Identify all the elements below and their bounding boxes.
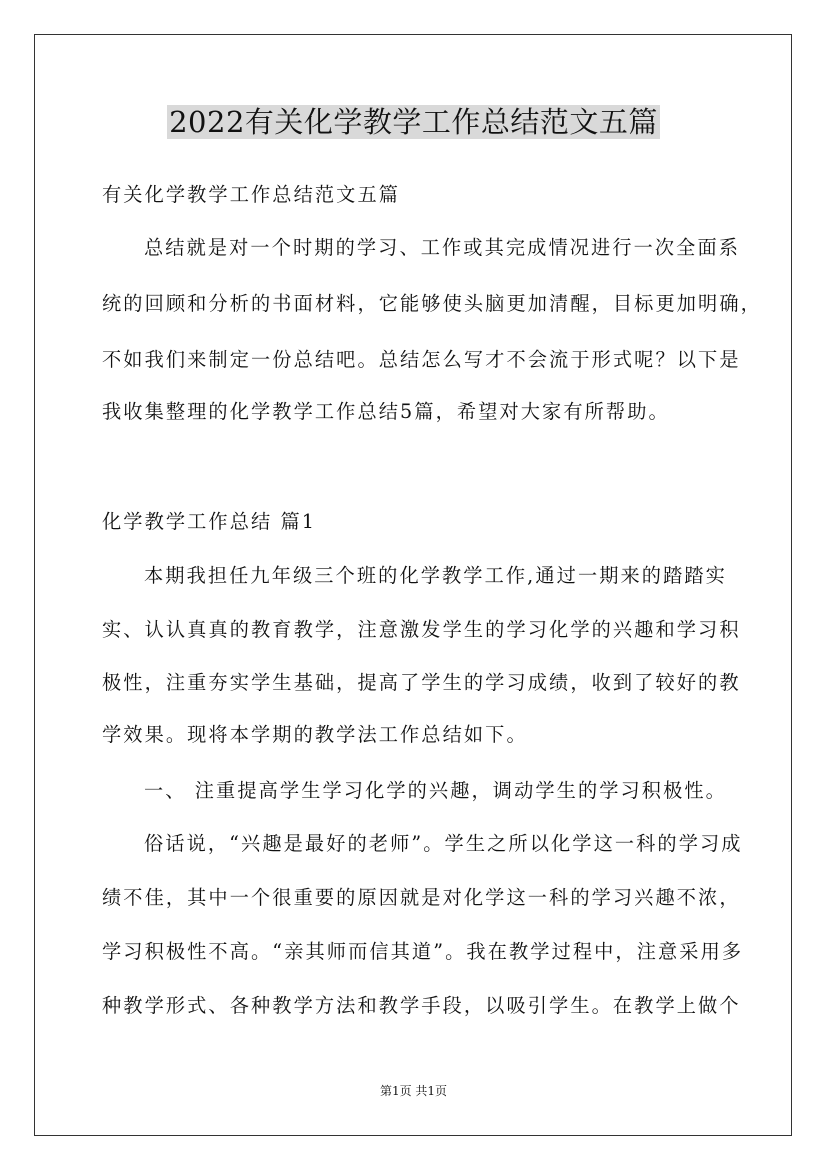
section-paragraph-line: 实、认认真真的教育教学，注意激发学生的学习化学的兴趣和学习积 <box>102 618 741 641</box>
section-paragraph-line: 本期我担任九年级三个班的化学教学工作,通过一期来的踏踏实 <box>144 564 727 587</box>
intro-paragraph-line: 总结就是对一个时期的学习、工作或其完成情况进行一次全面系 <box>144 236 741 259</box>
page-number-footer: 第1页 共1页 <box>379 1084 448 1098</box>
document-title <box>0 102 827 142</box>
point-heading: 一、 注重提高学生学习化学的兴趣，调动学生的学习积极性。 <box>144 779 727 802</box>
section-paragraph-line: 学习积极性不高。“亲其师而信其道”。我在教学过程中，注意采用多 <box>102 940 744 963</box>
intro-paragraph-line: 统的回顾和分析的书面材料，它能够使头脑更加清醒，目标更加明确， <box>102 292 762 315</box>
section-paragraph-line: 绩不佳，其中一个很重要的原因就是对化学这一科的学习兴趣不浓， <box>102 886 741 909</box>
document-subtitle: 有关化学教学工作总结范文五篇 <box>102 183 401 206</box>
section-paragraph-line: 种教学形式、各种教学方法和教学手段，以吸引学生。在教学上做个 <box>102 994 741 1017</box>
section-heading: 化学教学工作总结 篇1 <box>102 510 317 533</box>
section-paragraph-line: 学效果。现将本学期的教学法工作总结如下。 <box>102 723 528 746</box>
section-paragraph-line: 俗话说，“兴趣是最好的老师”。学生之所以化学这一科的学习成 <box>144 832 743 855</box>
section-paragraph-line: 极性，注重夯实学生基础，提高了学生的学习成绩，收到了较好的教 <box>102 671 741 694</box>
document-title-text: 2022有关化学教学工作总结范文五篇 <box>169 105 658 139</box>
intro-paragraph-line: 不如我们来制定一份总结吧。总结怎么写才不会流于形式呢？以下是 <box>102 348 741 371</box>
intro-paragraph-line: 我收集整理的化学教学工作总结5篇，希望对大家有所帮助。 <box>102 400 670 423</box>
